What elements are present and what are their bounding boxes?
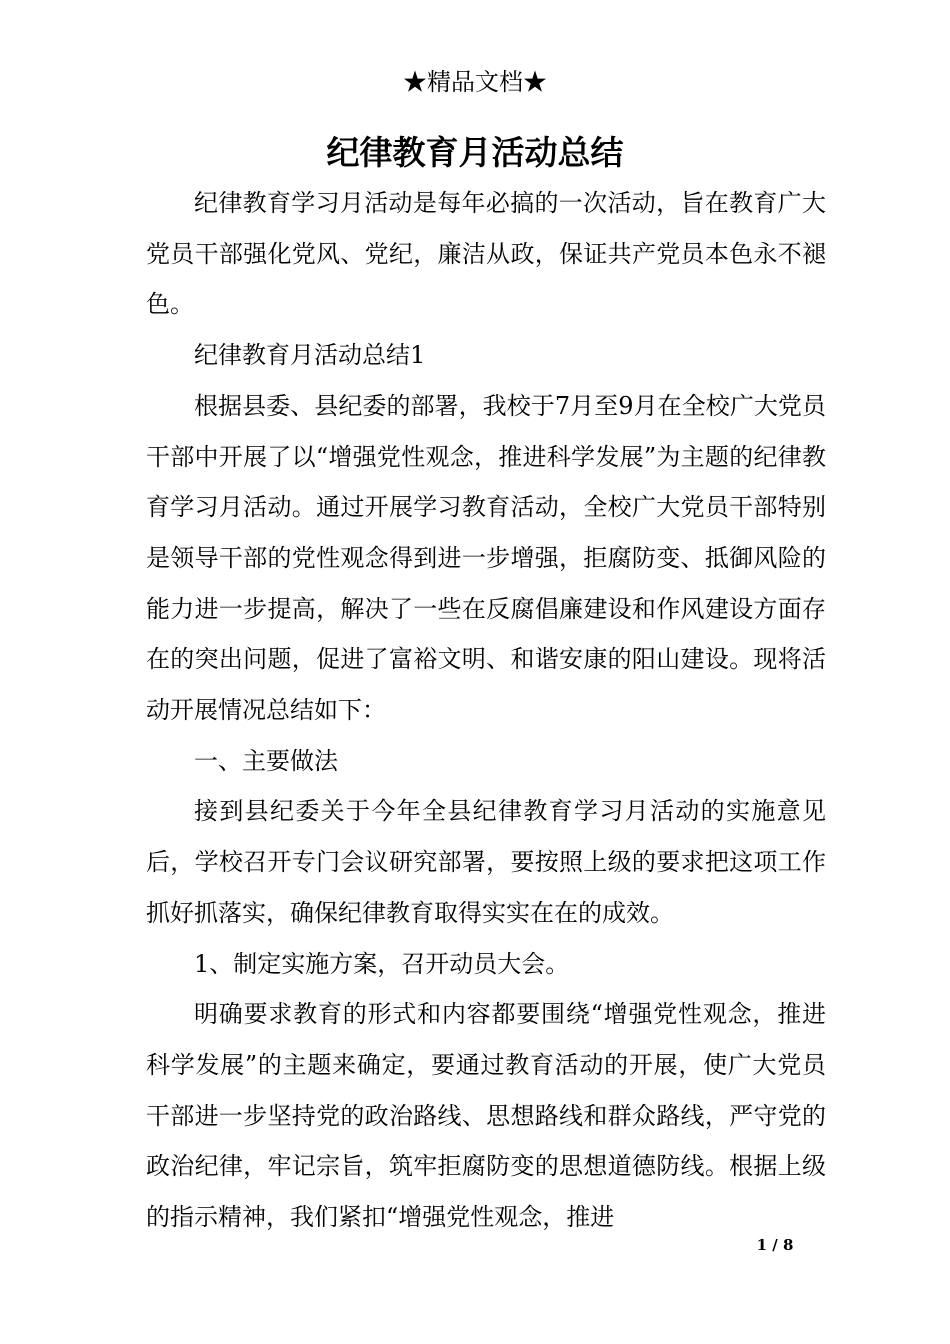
paragraph-section-title: 纪律教育月活动总结1 [194,341,426,370]
paragraph-heading-main-methods: 一、主要做法 [194,746,338,775]
paragraph-intro: 纪律教育学习月活动是每年必搞的一次活动，旨在教育广大党员干部强化党风、党纪，廉洁从政，保证共产党员本色永不褪色。 [146,189,826,319]
document-header: ★精品文档★ [403,68,547,96]
paragraph-deployment: 接到县纪委关于今年全县纪律教育学习月活动的实施意见后，学校召开专门会议研究部署，要按照上级的要求把这项工作抓好抓落实，确保纪律教育取得实实在在的成效。 [146,797,826,927]
document-title: 纪律教育月活动总结 [326,133,624,172]
page-number: 1 / 8 [756,1236,794,1254]
paragraph-requirements: 明确要求教育的形式和内容都要围绕“增强党性观念，推进科学发展”的主题来确定，要通过教育活动的开展，使广大党员干部进一步坚持党的政治路线、思想路线和群众路线，严守党的政治纪律，牢记宗旨，筑牢拒腐防变的思想道德防线。根据上级的指示精神，我们紧扣“增强党性观念，推进 [146,1000,826,1232]
paragraph-background: 根据县委、县纪委的部署，我校于7月至9月在全校广大党员干部中开展了以“增强党性观念，推进科学发展”为主题的纪律教育学习月活动。通过开展学习教育活动，全校广大党员干部特别是领导干部的党性观念得到进一步增强，拒腐防变、抵御风险的能力进一步提高，解决了一些在反腐倡廉建设和作风建设方面存在的突出问题，促进了富裕文明、和谐安康的阳山建设。现将活动开展情况总结如下： [146,391,826,725]
document-body [146,178,826,1243]
paragraph-subheading-plan: 1、制定实施方案，召开动员大会。 [194,949,570,978]
